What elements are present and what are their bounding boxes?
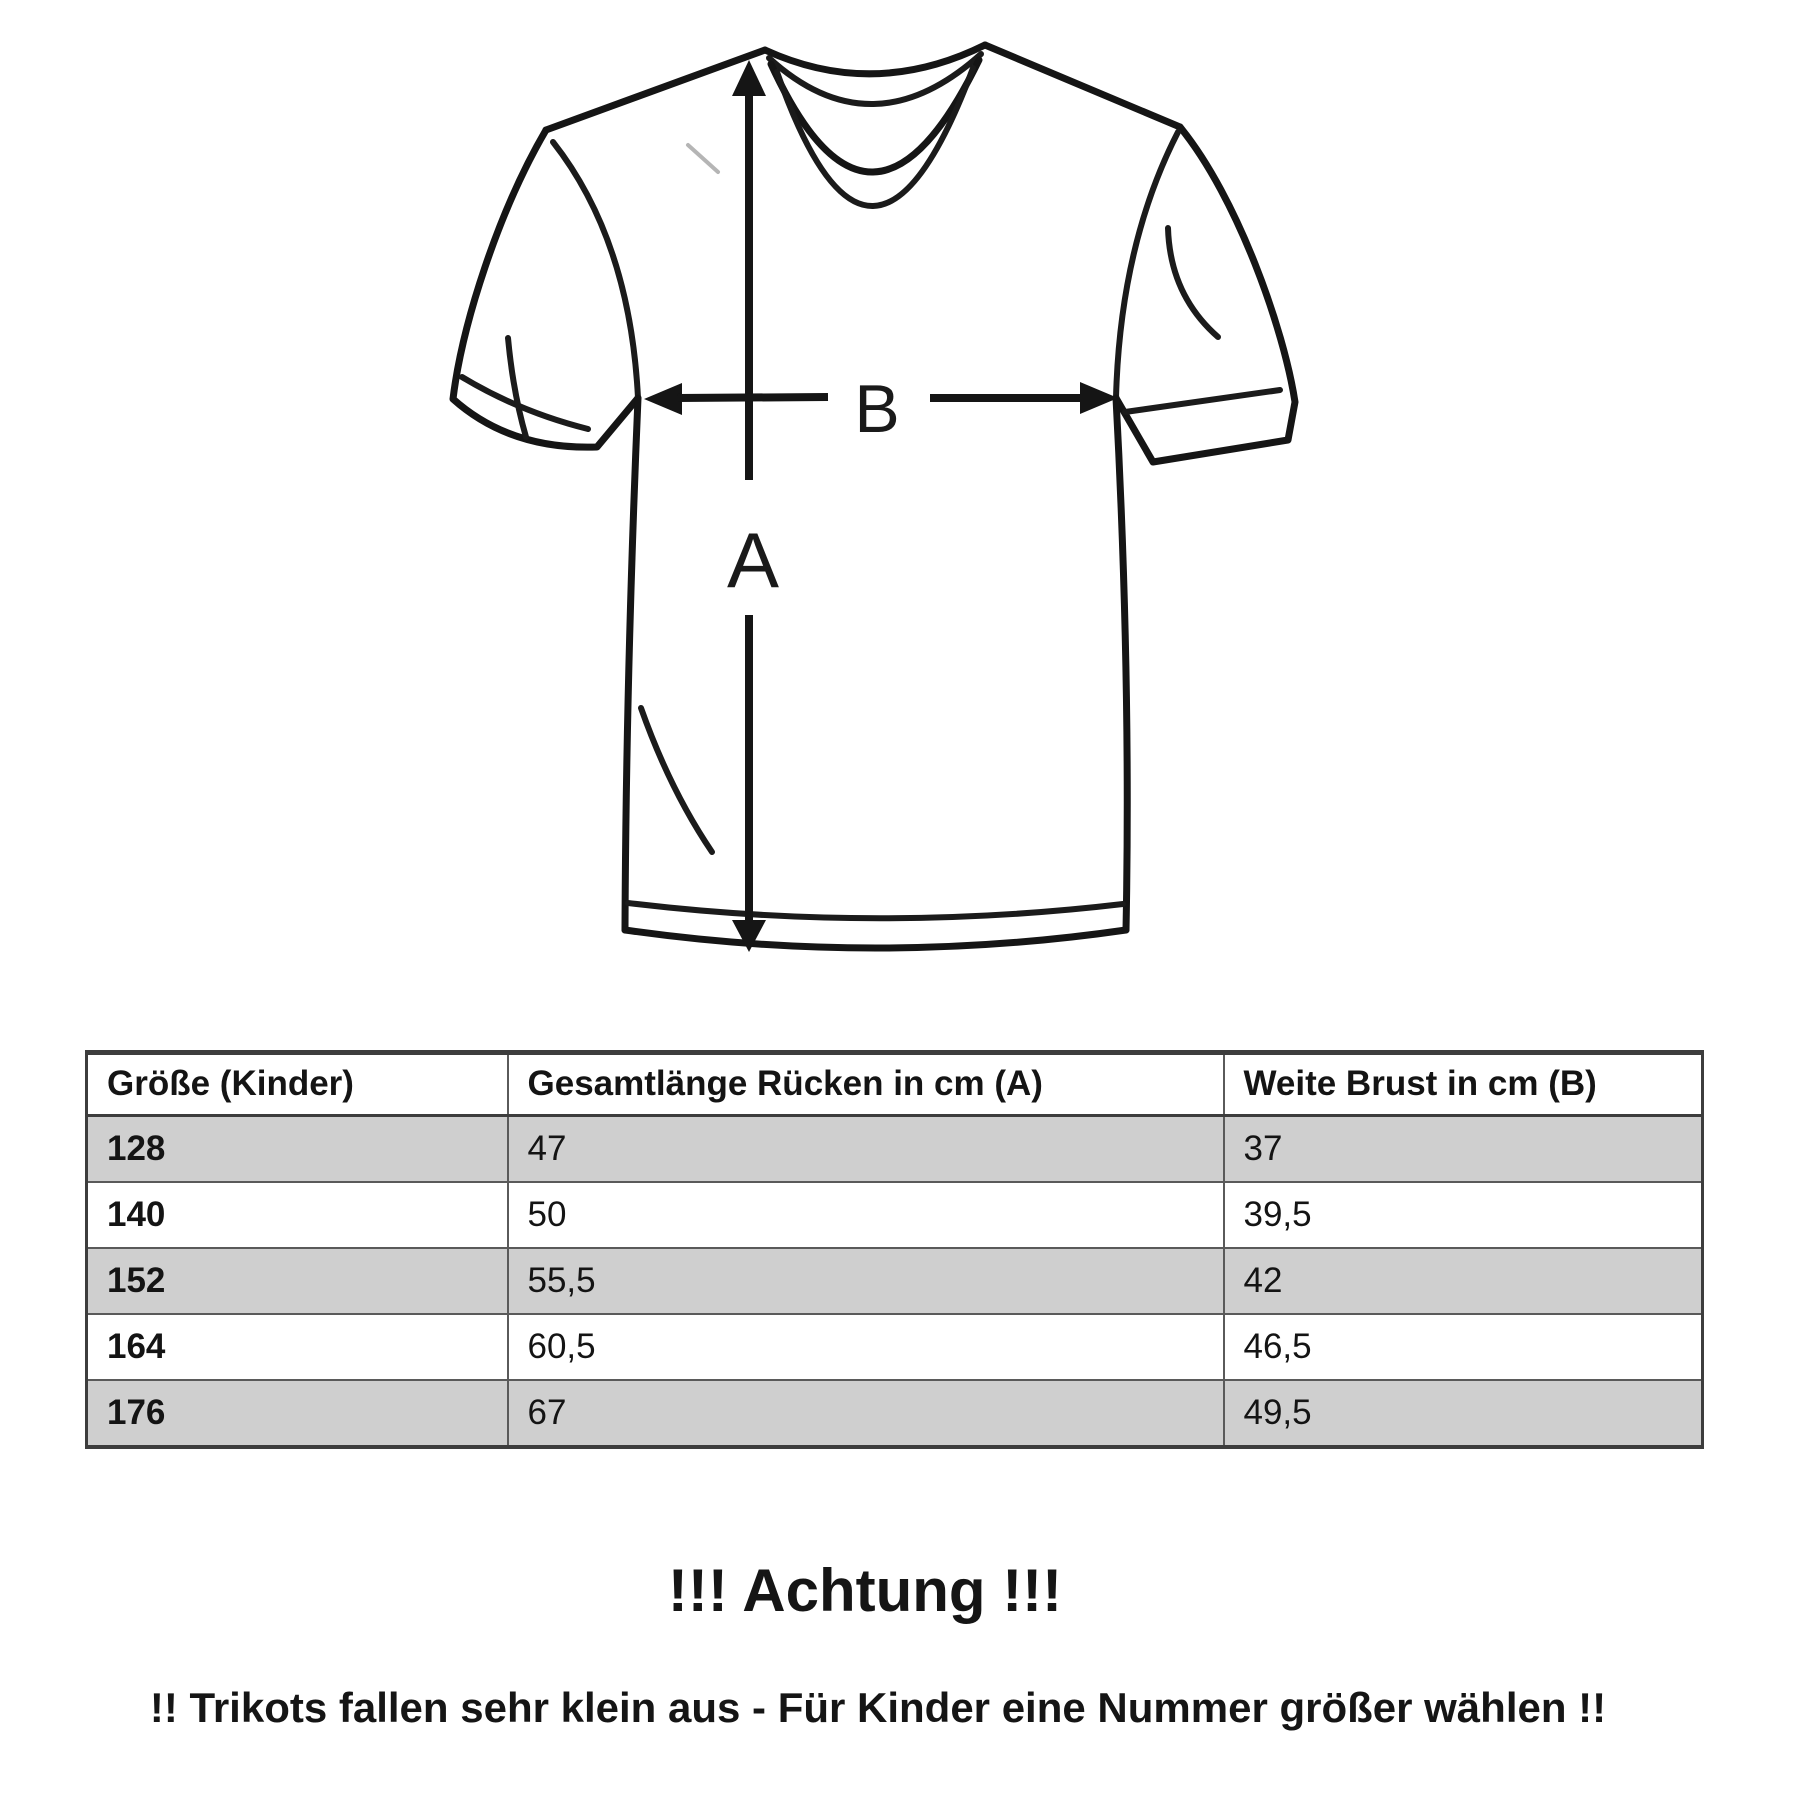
arrow-left-icon xyxy=(644,383,682,415)
table-row xyxy=(87,1182,1703,1248)
tshirt-outline xyxy=(453,45,1295,948)
table-row xyxy=(87,1380,1703,1447)
header-length: Gesamtlänge Rücken in cm (A) xyxy=(508,1053,1224,1116)
table-row xyxy=(87,1116,1703,1183)
tshirt-size-diagram xyxy=(350,0,1450,1050)
chest-value: 46,5 xyxy=(1224,1314,1703,1380)
dimension-b-label: B xyxy=(854,371,900,447)
chest-value: 42 xyxy=(1224,1248,1703,1314)
size-table xyxy=(85,1050,1704,1449)
size-table-header xyxy=(87,1053,1703,1116)
length-value: 55,5 xyxy=(508,1248,1224,1314)
length-value: 50 xyxy=(508,1182,1224,1248)
size-value: 128 xyxy=(87,1116,508,1183)
size-value: 176 xyxy=(87,1380,508,1447)
size-value: 140 xyxy=(87,1182,508,1248)
sizing-warning-text: !! Trikots fallen sehr klein aus - Für Kinder eine Nummer größer wählen !! xyxy=(149,1684,1607,1731)
size-value: 164 xyxy=(87,1314,508,1380)
table-row xyxy=(87,1314,1703,1380)
size-value: 152 xyxy=(87,1248,508,1314)
chest-value: 39,5 xyxy=(1224,1182,1703,1248)
length-value: 47 xyxy=(508,1116,1224,1183)
arrow-right-icon xyxy=(1080,382,1118,414)
measurement-arrow-b xyxy=(644,371,1118,447)
dimension-a-label: A xyxy=(726,516,780,604)
header-chest: Weite Brust in cm (B) xyxy=(1224,1053,1703,1116)
attention-heading: !!! Achtung !!! xyxy=(667,1557,1063,1624)
measurement-arrow-a xyxy=(727,60,779,952)
header-row xyxy=(87,1053,1703,1116)
chest-value: 49,5 xyxy=(1224,1380,1703,1447)
length-value: 67 xyxy=(508,1380,1224,1447)
table-row xyxy=(87,1248,1703,1314)
header-size: Größe (Kinder) xyxy=(87,1053,508,1116)
chest-value: 37 xyxy=(1224,1116,1703,1183)
length-value: 60,5 xyxy=(508,1314,1224,1380)
arrow-up-icon xyxy=(732,60,766,96)
